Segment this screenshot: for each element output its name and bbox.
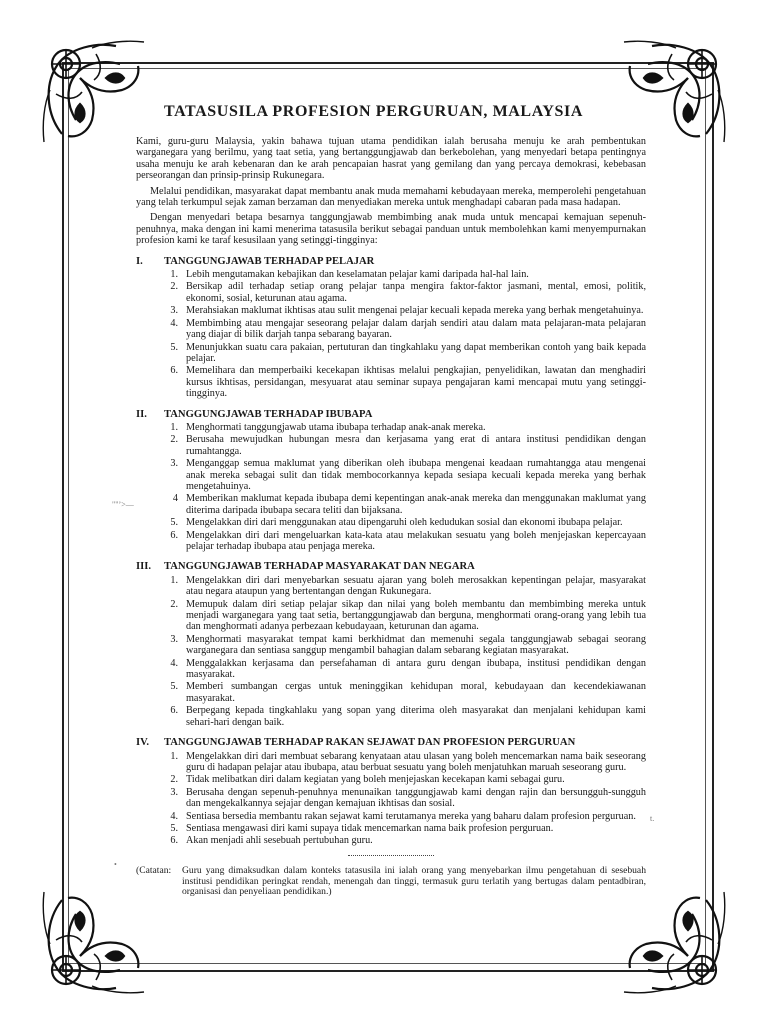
list-item <box>136 318 646 341</box>
ornament-corner-top-left-icon <box>36 34 148 146</box>
list-item <box>136 530 646 553</box>
list-item <box>136 342 646 365</box>
list-item <box>136 517 646 528</box>
document-title: TATASUSILA PROFESION PERGURUAN, MALAYSIA <box>164 103 584 120</box>
list-item <box>136 458 646 492</box>
section-title: TANGGUNGJAWAB TERHADAP IBUBAPA <box>164 408 373 420</box>
item-number: 1. <box>170 574 178 586</box>
list-item <box>136 575 646 598</box>
item-number: 6. <box>170 529 178 541</box>
section-item-list <box>136 422 646 552</box>
dotted-divider <box>348 855 434 856</box>
list-item <box>136 751 646 774</box>
item-text: Tidak melibatkan diri dalam kegiatan yang boleh menjejaskan kecekapan kami sebagai guru. <box>186 774 565 786</box>
section-heading <box>136 409 646 420</box>
list-item <box>136 269 646 280</box>
section-title: TANGGUNGJAWAB TERHADAP RAKAN SEJAWAT DAN PROFESION PERGURUAN <box>164 737 576 749</box>
section-item-list <box>136 751 646 847</box>
margin-mark-right: t. <box>650 814 655 823</box>
item-text: Akan menjadi ahli sesebuah pertubuhan guru. <box>186 835 373 847</box>
intro-paragraph-3: Dengan menyedari betapa besarnya tanggungjawab membimbing anak muda untuk mencapai kemajuan sepenuh-penuhnya, maka dengan ini kami menerima tatasusila berikut sebagai panduan untuk membolehkan kami menyempurnakan profesion kami ke taraf kesusilaan yang setinggi-tingginya: <box>136 212 646 247</box>
list-item <box>136 658 646 681</box>
item-text: Sentiasa bersedia membantu rakan sejawat kami terutamanya mereka yang baharu dalam profesion perguruan. <box>186 810 636 822</box>
section-number: II. <box>136 408 147 420</box>
item-number: 2. <box>170 281 178 293</box>
item-number: 1. <box>170 750 178 762</box>
item-number: 5. <box>170 822 178 834</box>
section-number: IV. <box>136 737 150 749</box>
item-number: 4. <box>170 657 178 669</box>
item-text: Mengelakkan diri dari mengeluarkan kata-kata atau melakukan sesuatu yang boleh menjejaskan kepercayaan pelajar terhadap ibubapa atau penjaga mereka. <box>186 529 646 552</box>
footnote-label: (Catatan: <box>136 864 172 876</box>
margin-mark-bottom-left: • <box>114 860 117 869</box>
item-text: Memupuk dalam diri setiap pelajar sikap dan nilai yang boleh membantu dan membimbing mereka untuk menjadi warganegara yang taat setia, bertanggungjawab dan berguna, menghormati orang-orang yang lebih tua dan menghormati adanya perbezaan kebudayaan, keturunan dan agama. <box>186 598 646 633</box>
item-number: 3. <box>170 305 178 317</box>
item-number: 5. <box>170 681 178 693</box>
list-item <box>136 705 646 728</box>
item-text: Berusaha dengan sepenuh-penuhnya menunaikan tanggungjawab kami dengan rajin dan bersungguh-sungguh dan mengekalkannya sejajar dengan kemajuan ikhtisas dan sosial. <box>186 786 646 810</box>
item-number: 4. <box>170 810 178 822</box>
section-heading <box>136 256 646 267</box>
list-item <box>136 281 646 304</box>
item-number: 3. <box>170 633 178 645</box>
item-number: 2. <box>170 774 178 786</box>
item-text: Sentiasa mengawasi diri kami supaya tidak mencemarkan nama baik profesion perguruan. <box>186 822 554 834</box>
item-text: Berpegang kepada tingkahlaku yang sopan yang diterima oleh masyarakat dan menjalani kehidupan kami sehari-hari dengan baik. <box>186 705 646 728</box>
section-ibubapa <box>136 409 646 553</box>
list-item <box>136 634 646 657</box>
item-number: 4 <box>172 493 178 505</box>
item-text: Menghormati masyarakat tempat kami berkhidmat dan memenuhi segala tanggungjawab sebagai seorang warganegara dan sentiasa sanggup mengambil bahagian dalam sebarang kegiatan masyarakat. <box>186 633 646 657</box>
list-item <box>136 434 646 457</box>
section-pelajar <box>136 256 646 400</box>
item-text: Menunjukkan suatu cara pakaian, pertuturan dan tingkahlaku yang dapat memberikan contoh yang baik kepada pelajar. <box>186 341 646 364</box>
section-title: TANGGUNGJAWAB TERHADAP PELAJAR <box>164 255 375 267</box>
list-item <box>136 681 646 704</box>
item-number: 6. <box>170 365 178 377</box>
item-number: 1. <box>170 421 178 433</box>
section-title: TANGGUNGJAWAB TERHADAP MASYARAKAT DAN NEGARA <box>164 561 475 573</box>
item-number: 3. <box>170 786 178 798</box>
section-item-list <box>136 575 646 728</box>
item-text: Mengelakkan diri dari menyebarkan sesuatu ajaran yang boleh merosakkan kepentingan pelajar, masyarakat atau negara ataupun yang bertentangan dengan Rukunegara. <box>186 574 646 598</box>
section-rakan-sejawat <box>136 737 646 847</box>
item-number: 6. <box>170 705 178 717</box>
item-text: Mengelakkan diri dari menggunakan atau dipengaruhi oleh kedudukan sosial dan ekonomi ibubapa pelajar. <box>186 517 623 529</box>
list-item <box>136 422 646 433</box>
list-item <box>136 365 646 399</box>
item-text: Memberi sumbangan cergas untuk meninggikan kehidupan moral, kebudayaan dan kecendekiawanan masyarakat. <box>186 681 646 704</box>
list-item <box>136 823 646 834</box>
item-number: 5. <box>170 517 178 529</box>
list-item <box>136 599 646 633</box>
section-number: I. <box>136 255 143 267</box>
item-text: Berusaha mewujudkan hubungan mesra dan kerjasama yang erat di antara institusi pendidikan dengan rumahtangga. <box>186 434 646 457</box>
item-text: Bersikap adil terhadap setiap orang pelajar tanpa mengira faktor-faktor jasmani, mental, emosi, politik, ekonomi, sosial, keturunan atau agama. <box>186 281 646 304</box>
item-text: Menganggap semua maklumat yang diberikan oleh ibubapa mengenai keadaan rumahtangga atau mengenai anak mereka sebagai sulit dan tidak membocorkannya kepada sesiapa kecuali kepada mereka yang berhak mengetahuinya. <box>186 458 646 492</box>
list-item <box>136 811 646 822</box>
section-number: III. <box>136 561 152 573</box>
item-text: Menggalakkan kerjasama dan persefahaman di antara guru dengan ibubapa, institusi pendidikan dengan masyarakat. <box>186 657 646 681</box>
document-body <box>136 102 646 898</box>
item-text: Menghormati tanggungjawab utama ibubapa terhadap anak-anak mereka. <box>186 421 486 433</box>
item-number: 6. <box>170 835 178 847</box>
ornament-corner-bottom-left-icon <box>36 888 148 1000</box>
item-number: 2. <box>170 598 178 610</box>
list-item <box>136 835 646 846</box>
list-item <box>136 774 646 785</box>
item-text: Memberikan maklumat kepada ibubapa demi kepentingan anak-anak mereka dan menggunakan maklumat yang diterima daripada ibubapa secara teliti dan bijaksana. <box>186 493 646 516</box>
item-text: Merahsiakan maklumat ikhtisas atau sulit mengenai pelajar kecuali kepada mereka yang berhak mengetahuinya. <box>186 305 644 317</box>
section-heading <box>136 737 646 748</box>
item-number: 1. <box>170 269 178 281</box>
item-number: 2. <box>170 434 178 446</box>
margin-mark-left: ""’>— <box>112 500 134 509</box>
item-number: 5. <box>170 341 178 353</box>
item-number: 3. <box>170 458 178 470</box>
section-heading <box>136 561 646 572</box>
section-item-list <box>136 269 646 399</box>
section-masyarakat-negara <box>136 561 646 728</box>
item-text: Memelihara dan memperbaiki kecekapan ikhtisas melalui pengkajian, penyelidikan, lawatan dan menghadiri kursus ikhtisas, persidangan, mesyuarat atau seminar supaya pengajaran kami mencapai mutu yang setinggi-tingginya. <box>186 365 646 400</box>
item-text: Mengelakkan diri dari membuat sebarang kenyataan atau ulasan yang boleh mencemarkan nama baik seseorang guru di hadapan pelajar atau ibubapa, atau berbuat sesuatu yang boleh menjatuhkan maruah seseorang guru. <box>186 750 646 773</box>
item-text: Lebih mengutamakan kebajikan dan keselamatan pelajar kami daripada hal-hal lain. <box>186 269 529 281</box>
intro-paragraph-1: Kami, guru-guru Malaysia, yakin bahawa tujuan utama pendidikan ialah berusaha menuju ke arah pembentukan warganegara yang berilmu, yang taat setia, yang bertanggungjawab dan berkebolehan, yang menyedari betapa pentingnya usaha menuju ke arah kebenaran dan ke arah pencapaian hasrat yang gemilang dan yang percaya demokrasi, kebebasan perseorangan dan prinsip-prinsip Rukunegara. <box>136 136 646 182</box>
footnote-text: Guru yang dimaksudkan dalam konteks tatasusila ini ialah orang yang menyebarkan ilmu pengetahuan di sesebuah institusi pendidikan peringkat rendah, menengah dan tinggi, termasuk guru terlatih yang bertugas dalam pentadbiran, organisasi dan penyeliaan pendidikan.) <box>182 864 646 898</box>
intro-paragraph-2: Melalui pendidikan, masyarakat dapat membantu anak muda memahami kebudayaan mereka, memperolehi pengetahuan yang telah terkumpul sejak zaman berzaman dan menyediakan mereka untuk menghadapi cabaran pada masa hadapan. <box>136 185 646 209</box>
footnote <box>136 866 646 898</box>
list-item <box>136 493 646 516</box>
list-item <box>136 305 646 316</box>
item-number: 4. <box>170 317 178 329</box>
list-item <box>136 787 646 810</box>
item-text: Membimbing atau mengajar seseorang pelajar dalam darjah sendiri atau dalam mata pelajaran-mata pelajaran yang diajar di bilik darjah tanpa sebarang bayaran. <box>186 317 646 341</box>
ornament-corner-bottom-right-icon <box>620 888 732 1000</box>
